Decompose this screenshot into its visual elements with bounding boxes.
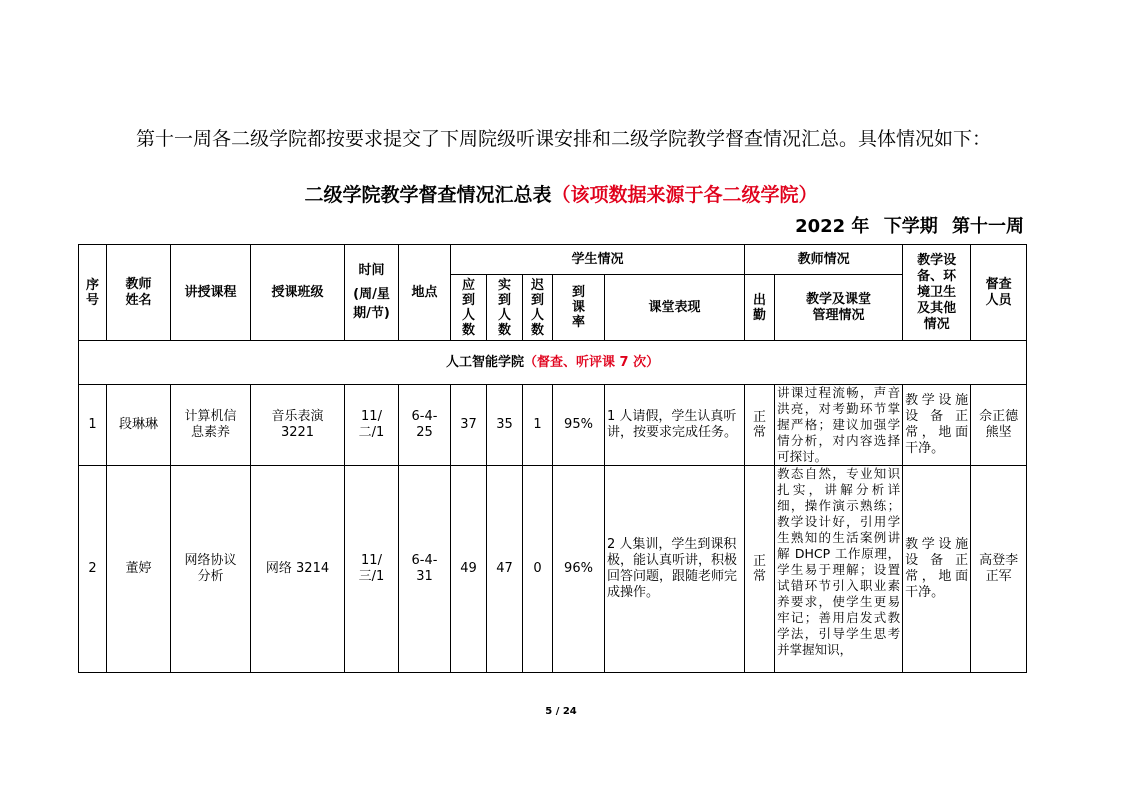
header-row-1: [79, 245, 1027, 275]
cell-no: 1: [79, 385, 107, 466]
cell-performance: 1 人请假，学生认真听讲，按要求完成任务。: [605, 385, 745, 466]
section-row: [79, 341, 1027, 385]
period-line: [787, 212, 1024, 238]
header-time: [345, 245, 399, 341]
cell-course: 网络协议分析: [171, 466, 251, 673]
cell-no: 2: [79, 466, 107, 673]
cell-teacher: 段琳琳: [107, 385, 171, 466]
table-title-note: （该项数据来源于各二级学院）: [551, 184, 818, 206]
cell-rate: 96%: [553, 466, 605, 673]
cell-teaching: 教态自然，专业知识扎实，讲解分析详细，操作演示熟练；教学设计好，引用学生熟知的生活案例讲解 DHCP 工作原理，学生易于理解；设置试错环节引入职业素养要求，使学生更易牢记；善用启发式教学法，引导学生思考并掌握知识，: [775, 466, 903, 673]
cell-attendance: 正常: [745, 466, 775, 673]
cell-course: 计算机信息素养: [171, 385, 251, 466]
cell-class: 音乐表演3221: [251, 385, 345, 466]
cell-actual: 47: [487, 466, 523, 673]
table-title: [0, 180, 1122, 207]
cell-time: 11/三/1: [345, 466, 399, 673]
header-teacher-group: 教师情况: [745, 245, 903, 275]
header-course: 讲授课程: [171, 245, 251, 341]
cell-expected: 37: [451, 385, 487, 466]
section-note: （督查、听评课 7 次）: [523, 354, 660, 370]
cell-time: 11/二/1: [345, 385, 399, 466]
cell-facility: 教学设施设备正常，地面干净。: [903, 385, 971, 466]
header-late: 迟到人数: [523, 275, 553, 341]
header-inspector: 督查人员: [971, 245, 1027, 341]
cell-expected: 49: [451, 466, 487, 673]
cell-late: 1: [523, 385, 553, 466]
cell-place: 6-4-25: [399, 385, 451, 466]
table-row: [79, 466, 1027, 673]
header-time-sub: (周/星期/节): [353, 286, 390, 321]
header-actual: 实到人数: [487, 275, 523, 341]
header-students: 学生情况: [451, 245, 745, 275]
table-title-text: 二级学院教学督查情况汇总表: [304, 184, 552, 206]
cell-teaching: 讲课过程流畅，声音洪亮，对考勤环节掌握严格；建议加强学情分析，对内容选择可探讨。: [775, 385, 903, 466]
header-expected: 应到人数: [451, 275, 487, 341]
section-title: [79, 341, 1027, 385]
header-rate: 到课率: [553, 275, 605, 341]
table-row: [79, 385, 1027, 466]
intro-paragraph: 第十一周各二级学院都按要求提交了下周院级听课安排和二级学院教学督查情况汇总。具体情况如下：: [136, 128, 992, 150]
cell-class: 网络 3214: [251, 466, 345, 673]
page-number: 5 / 24: [545, 706, 577, 717]
inspection-table: [78, 244, 1027, 673]
header-class: 授课班级: [251, 245, 345, 341]
cell-inspector: 佘正德熊坚: [971, 385, 1027, 466]
cell-rate: 95%: [553, 385, 605, 466]
cell-performance: 2 人集训，学生到课积极，能认真听讲，积极回答问题，跟随老师完成操作。: [605, 466, 745, 673]
period-term: 下学期: [883, 216, 938, 237]
section-name: 人工智能学院: [445, 354, 524, 370]
cell-facility: 教学设施设备正常，地面干净。: [903, 466, 971, 673]
header-attendance: 出勤: [745, 275, 775, 341]
cell-actual: 35: [487, 385, 523, 466]
cell-attendance: 正常: [745, 385, 775, 466]
header-performance: 课堂表现: [605, 275, 745, 341]
header-teacher: 教师姓名: [107, 245, 171, 341]
cell-teacher: 董婷: [107, 466, 171, 673]
period-year: 2022 年: [795, 216, 870, 237]
cell-inspector: 高登李正军: [971, 466, 1027, 673]
header-time-label: 时间: [358, 262, 385, 278]
header-no: 序号: [79, 245, 107, 341]
header-teaching: 教学及课堂管理情况: [775, 275, 903, 341]
cell-late: 0: [523, 466, 553, 673]
header-place: 地点: [399, 245, 451, 341]
header-facility: 教学设备、环境卫生及其他情况: [903, 245, 971, 341]
cell-place: 6-4-31: [399, 466, 451, 673]
period-week: 第十一周: [952, 216, 1024, 237]
